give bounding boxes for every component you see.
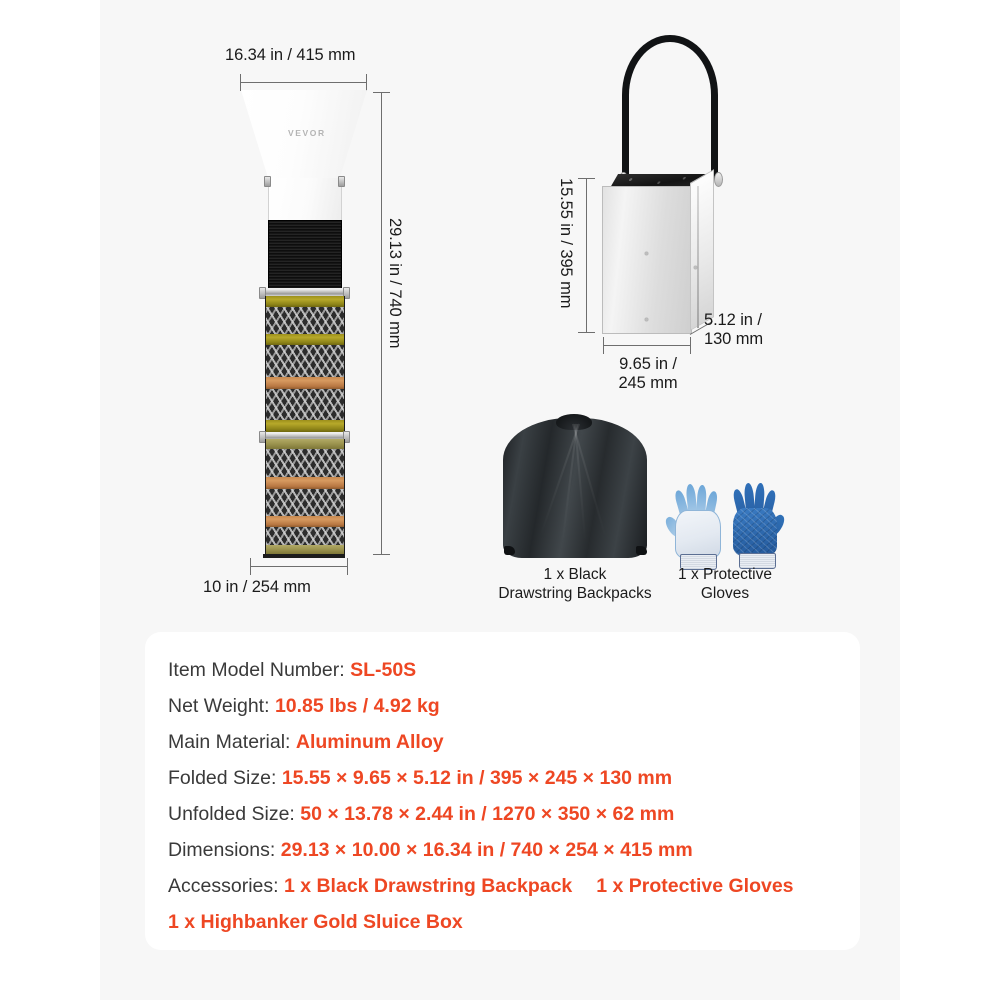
unfolded-height-tick-top bbox=[373, 92, 390, 93]
folded-height-tick-top bbox=[578, 178, 595, 179]
specification-list bbox=[168, 652, 844, 940]
mesh-section-4 bbox=[265, 449, 345, 477]
spec-row bbox=[168, 724, 844, 760]
bag-corner-left bbox=[504, 546, 515, 555]
backpack-caption-line2: Drawstring Backpacks bbox=[498, 584, 652, 602]
folded-width-label bbox=[596, 355, 700, 394]
screw-side bbox=[694, 266, 697, 269]
unfolded-width-dimension-line bbox=[240, 82, 366, 83]
folded-width-tick-left bbox=[603, 337, 604, 354]
spec-label: Unfolded Size: bbox=[168, 803, 301, 825]
spec-value: 1 x Protective Gloves bbox=[596, 875, 794, 897]
folded-width-dimension-line bbox=[603, 345, 690, 346]
carry-strap bbox=[622, 35, 718, 180]
sluice-neck bbox=[268, 178, 342, 221]
spec-label: Main Material: bbox=[168, 731, 296, 753]
riffle-khaki-1 bbox=[265, 439, 345, 449]
mesh-section-6 bbox=[265, 527, 345, 545]
specification-card bbox=[145, 632, 860, 950]
riffle-copper-1 bbox=[265, 377, 345, 389]
folded-width-label-line1: 9.65 in / bbox=[619, 355, 677, 373]
spec-value: 50 × 13.78 × 2.44 in / 1270 × 350 × 62 mm bbox=[300, 803, 675, 825]
neck-clip-right bbox=[338, 176, 345, 187]
mesh-section-1 bbox=[265, 307, 345, 334]
glove-left-palm bbox=[675, 510, 721, 560]
spec-value: 15.55 × 9.65 × 5.12 in / 395 × 245 × 130 mm bbox=[281, 767, 673, 789]
riffle-olive-3 bbox=[265, 420, 345, 432]
spec-row bbox=[168, 832, 844, 868]
unfolded-depth-tick-left bbox=[250, 558, 251, 575]
unfolded-width-tick-left bbox=[240, 74, 241, 91]
folded-width-label-line2: 245 mm bbox=[618, 374, 678, 393]
sluice-bottom-edge bbox=[263, 554, 345, 558]
gloves-caption-line1: 1 x Protective bbox=[678, 566, 772, 583]
folded-depth-label-line2: 130 mm bbox=[704, 330, 764, 349]
spec-row bbox=[168, 868, 844, 904]
folded-unit-front-face bbox=[602, 186, 692, 334]
riffle-copper-3 bbox=[265, 516, 345, 527]
folded-height-tick-bottom bbox=[578, 332, 595, 333]
spec-value: 1 x Black Drawstring Backpack bbox=[283, 875, 573, 897]
unfolded-width-label: 16.34 in / 415 mm bbox=[225, 46, 356, 64]
glove-right-palm bbox=[733, 508, 777, 557]
spec-row bbox=[168, 688, 844, 724]
folded-height-dimension-line bbox=[586, 178, 587, 332]
backpack-caption bbox=[485, 566, 665, 604]
vevor-logo: VEVOR bbox=[288, 128, 326, 138]
bag-corner-right bbox=[636, 546, 647, 555]
unfolded-depth-dimension-line bbox=[250, 566, 347, 567]
unfolded-height-tick-bottom bbox=[373, 554, 390, 555]
side-rod bbox=[697, 186, 699, 328]
spec-label: Folded Size: bbox=[168, 767, 282, 789]
spec-label: Dimensions: bbox=[168, 839, 281, 861]
unfolded-height-dimension-line bbox=[381, 92, 382, 554]
spec-label: Net Weight: bbox=[168, 695, 275, 717]
gloves-caption bbox=[660, 566, 790, 604]
spec-row bbox=[168, 796, 844, 832]
screw-lower bbox=[645, 318, 648, 321]
riffle-copper-2 bbox=[265, 477, 345, 489]
screw-upper bbox=[645, 252, 648, 255]
unfolded-height-label: 29.13 in / 740 mm bbox=[386, 218, 404, 349]
unfolded-width-tick-right bbox=[366, 74, 367, 91]
spec-label: Item Model Number: bbox=[168, 659, 351, 681]
folded-height-label: 15.55 in / 395 mm bbox=[557, 178, 575, 309]
spec-value: 29.13 × 10.00 × 16.34 in / 740 × 254 × 415 mm bbox=[280, 839, 693, 861]
folded-unit-side-face bbox=[690, 169, 714, 331]
riffle-olive-1 bbox=[265, 296, 345, 307]
spec-row bbox=[168, 760, 844, 796]
spec-trailing-row: 1 x Highbanker Gold Sluice Box bbox=[168, 911, 463, 933]
backpack-caption-line1: 1 x Black bbox=[543, 566, 607, 583]
spec-value: SL-50S bbox=[350, 659, 417, 681]
unfolded-depth-label: 10 in / 254 mm bbox=[203, 578, 311, 596]
mesh-section-3 bbox=[265, 389, 345, 420]
neck-clip-left bbox=[264, 176, 271, 187]
spec-row bbox=[168, 652, 844, 688]
spec-value: Aluminum Alloy bbox=[295, 731, 444, 753]
spec-label: Accessories: bbox=[168, 875, 284, 897]
riffle-olive-2 bbox=[265, 334, 345, 345]
mesh-section-5 bbox=[265, 489, 345, 516]
strap-clip-right bbox=[714, 172, 723, 187]
unfolded-depth-tick-right bbox=[347, 558, 348, 575]
sluice-matting bbox=[268, 220, 342, 290]
gloves-caption-line2: Gloves bbox=[700, 584, 750, 602]
spec-value: 10.85 lbs / 4.92 kg bbox=[274, 695, 440, 717]
folded-depth-label bbox=[704, 311, 790, 350]
folded-depth-label-line1: 5.12 in / bbox=[704, 311, 762, 329]
mesh-section-2 bbox=[265, 345, 345, 377]
folded-width-tick-right bbox=[690, 337, 691, 354]
riffle-khaki-2 bbox=[265, 545, 345, 554]
